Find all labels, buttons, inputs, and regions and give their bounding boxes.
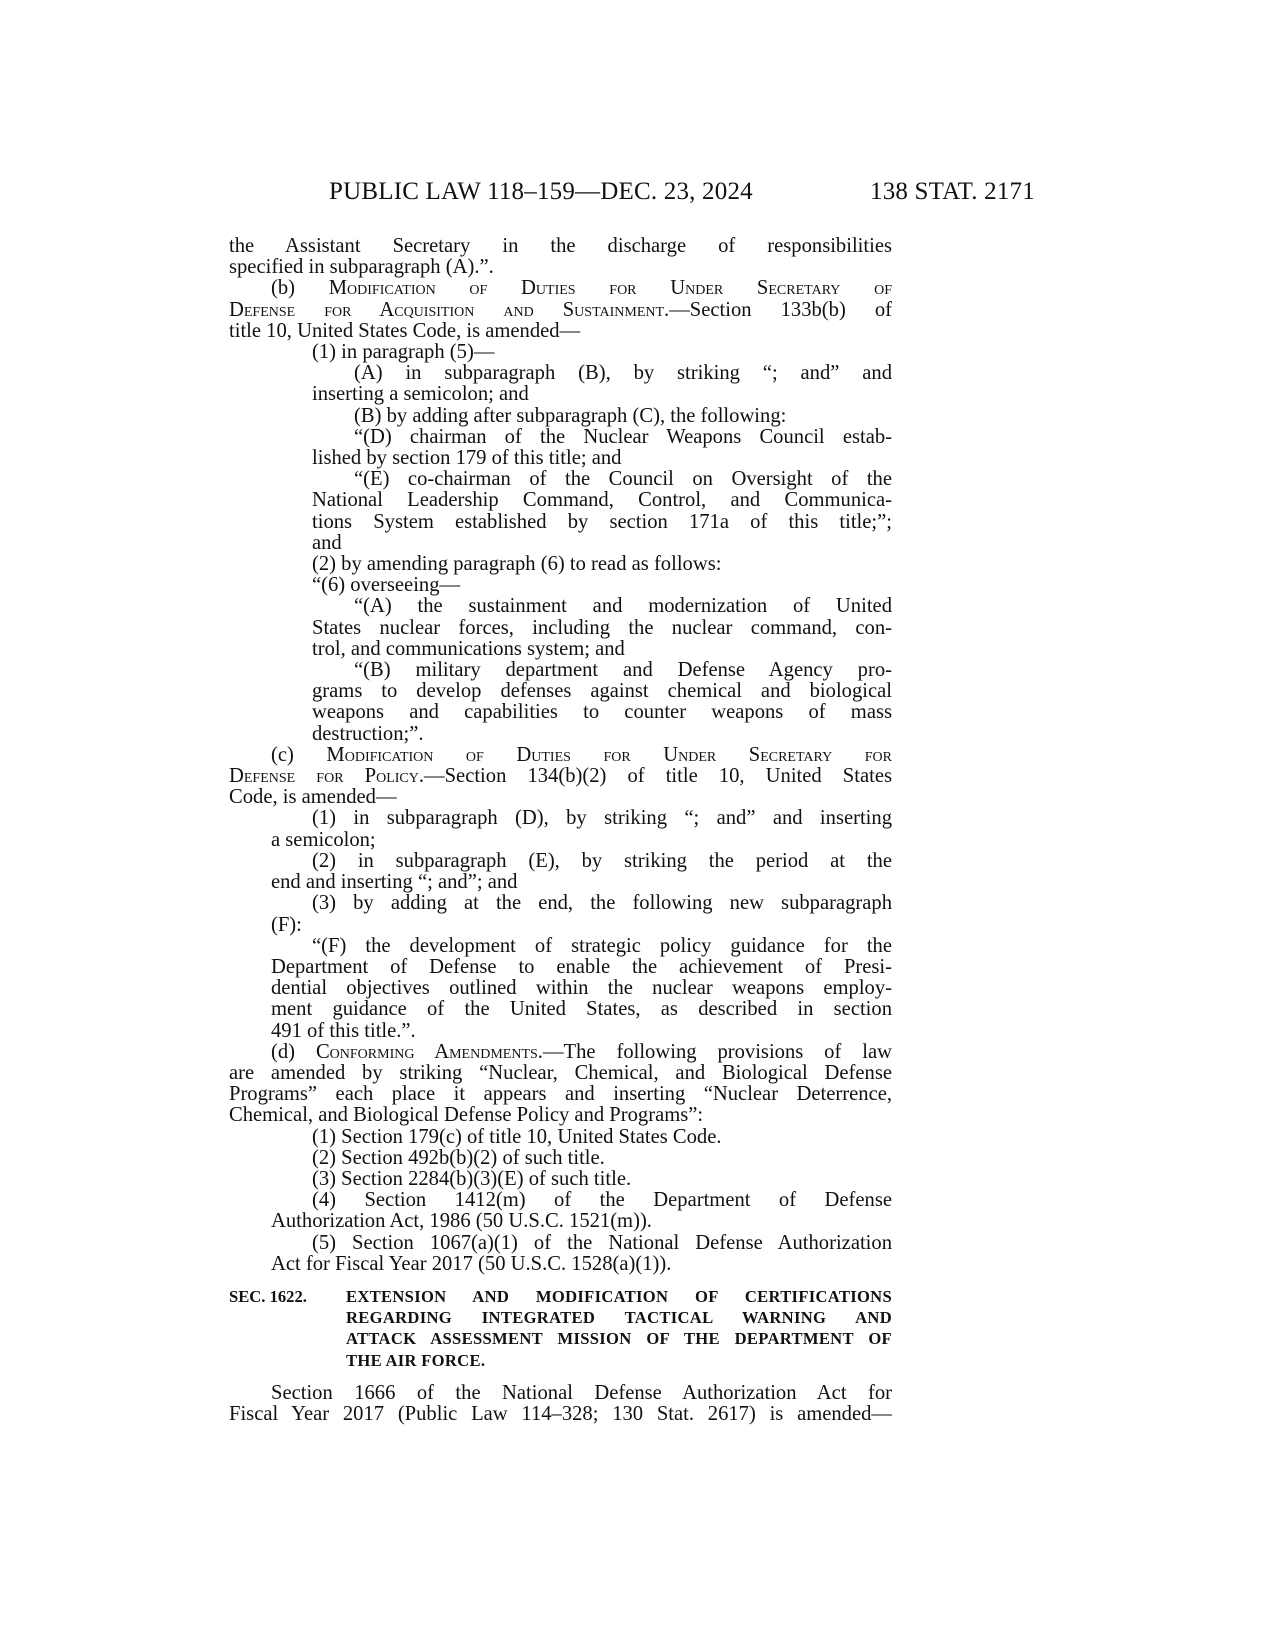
quoted-item: “(D) chairman of the Nuclear Weapons Council estab- — [354, 425, 892, 448]
quoted-item: “(B) military department and Defense Agency pro- — [354, 659, 892, 682]
text-line: Code, is amended— — [229, 786, 397, 809]
text-line: inserting a semicolon; and — [312, 383, 529, 406]
quoted-item: “(E) co-chairman of the Council on Oversight of the — [354, 468, 892, 491]
section-title-line: REGARDING INTEGRATED TACTICAL WARNING AND — [346, 1308, 892, 1328]
paragraph-item: (2) by amending paragraph (6) to read as follows: — [312, 553, 722, 576]
paragraph-item: (1) Section 179(c) of title 10, United States Code. — [312, 1125, 722, 1148]
paragraph-item: (1) in paragraph (5)— — [312, 341, 495, 364]
text-line: Programs” each place it appears and inserting “Nuclear Deterrence, — [229, 1083, 892, 1106]
text-line: 491 of this title.”. — [271, 1019, 416, 1042]
quoted-item: “(A) the sustainment and modernization of United — [354, 595, 892, 618]
text-line: National Leadership Command, Control, and Communica- — [312, 489, 892, 512]
text-line: (F): — [271, 913, 302, 936]
paragraph-item: (B) by adding after subparagraph (C), the following: — [354, 404, 787, 427]
text-line: Authorization Act, 1986 (50 U.S.C. 1521(m)). — [271, 1210, 652, 1233]
paragraph-item: (5) Section 1067(a)(1) of the National Defense Authorization — [312, 1231, 892, 1254]
section-title — [229, 1286, 892, 1371]
text-line: title 10, United States Code, is amended— — [229, 319, 581, 342]
quoted-item: “(6) overseeing— — [312, 574, 461, 597]
text-line: Defense for Policy.—Section 134(b)(2) of title 10, United States — [229, 765, 892, 788]
text-line: weapons and capabilities to counter weapons of mass — [312, 701, 892, 724]
text-line: Defense for Acquisition and Sustainment.—Section 133b(b) of — [229, 298, 892, 321]
text-line: tions System established by section 171a of this title;”; — [312, 510, 892, 533]
section-heading — [229, 1286, 892, 1371]
page-stat-number: 138 STAT. 2171 — [870, 178, 1035, 205]
text-line: Fiscal Year 2017 (Public Law 114–328; 130 Stat. 2617) is amended— — [229, 1402, 892, 1425]
text-line: end and inserting “; and”; and — [271, 871, 518, 894]
paragraph-item: (1) in subparagraph (D), by striking “; and” and inserting — [312, 807, 892, 830]
paragraph-item: (3) Section 2284(b)(3)(E) of such title. — [312, 1167, 632, 1190]
subsection-c-heading: (c) Modification of Duties for Under Secretary for — [271, 743, 892, 766]
paragraph-item: (3) by adding at the end, the following new subparagraph — [312, 892, 892, 915]
text-line: destruction;”. — [312, 722, 424, 745]
text-line: the Assistant Secretary in the discharge of responsibilities — [229, 235, 892, 257]
subsection-b-heading: (b) Modification of Duties for Under Secretary of — [271, 277, 892, 300]
text-line: a semicolon; — [271, 828, 376, 851]
paragraph-item: (2) in subparagraph (E), by striking the period at the — [312, 849, 892, 872]
text-line: dential objectives outlined within the nuclear weapons employ- — [271, 977, 892, 1000]
text-line: lished by section 179 of this title; and — [312, 447, 622, 470]
text-line: grams to develop defenses against chemical and biological — [312, 680, 892, 703]
running-header-title: PUBLIC LAW 118–159—DEC. 23, 2024 — [329, 178, 753, 205]
section-title-line: THE AIR FORCE. — [346, 1350, 486, 1370]
text-line: and — [312, 531, 342, 554]
paragraph-item: (A) in subparagraph (B), by striking “; and” and — [354, 362, 892, 385]
document-body — [229, 236, 892, 1425]
text-line: Section 1666 of the National Defense Authorization Act for — [271, 1381, 892, 1404]
section-number: SEC. 1622. — [229, 1286, 307, 1306]
text-line: Department of Defense to enable the achievement of Presi- — [271, 955, 892, 978]
section-title-line: EXTENSION AND MODIFICATION OF CERTIFICATIONS — [346, 1286, 892, 1306]
paragraph-item: (4) Section 1412(m) of the Department of Defense — [312, 1189, 892, 1212]
quoted-item: “(F) the development of strategic policy guidance for the — [312, 934, 892, 957]
text-line: are amended by striking “Nuclear, Chemical, and Biological Defense — [229, 1061, 892, 1084]
text-line: trol, and communications system; and — [312, 637, 625, 660]
text-line: specified in subparagraph (A).”. — [229, 256, 494, 279]
text-line: Chemical, and Biological Defense Policy and Programs”: — [229, 1104, 704, 1127]
paragraph-item: (2) Section 492b(b)(2) of such title. — [312, 1146, 605, 1169]
section-title-line: ATTACK ASSESSMENT MISSION OF THE DEPARTMENT OF — [346, 1329, 892, 1349]
text-line: Act for Fiscal Year 2017 (50 U.S.C. 1528(a)(1)). — [271, 1252, 672, 1275]
text-line: ment guidance of the United States, as described in section — [271, 998, 892, 1021]
text-line: States nuclear forces, including the nuclear command, con- — [312, 616, 892, 639]
subsection-d-heading: (d) Conforming Amendments.—The following provisions of law — [271, 1040, 892, 1063]
